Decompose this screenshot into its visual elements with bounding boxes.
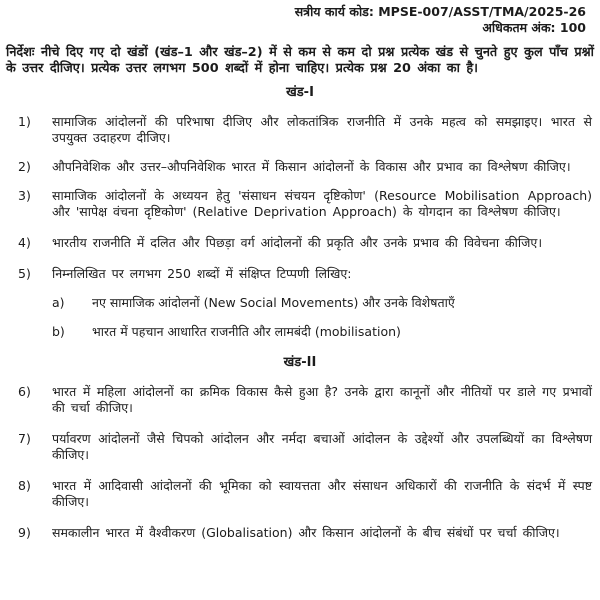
max-marks-line: अधिकतम अंक: 100 <box>482 20 586 35</box>
question-5a <box>0 295 600 311</box>
question-5a-text: नए सामाजिक आंदोलनों (New Social Movements) और उनके विशेषताएँ <box>92 295 455 310</box>
question-1 <box>0 114 600 146</box>
question-8-number: 8) <box>18 478 31 493</box>
question-5-number: 5) <box>18 266 31 281</box>
question-3-text: सामाजिक आंदोलनों के अध्ययन हेतु 'संसाधन संचयन दृष्टिकोण' (Resource Mobilisation Approach) और 'सापेक्ष वंचना दृष्टिकोण' (Relative Deprivation Approach) के योगदान का विश्लेषण कीजिए। <box>52 188 592 219</box>
question-5a-number: a) <box>52 295 65 310</box>
question-9-text: समकालीन भारत में वैश्वीकरण (Globalisation) और किसान आंदोलनों के बीच संबंधों पर चर्चा कीजिए। <box>52 525 560 540</box>
section-2-title: खंड-II <box>283 355 317 370</box>
section-1-title: खंड-I <box>286 85 314 100</box>
question-6-text: भारत में महिला आंदोलनों का क्रमिक विकास कैसे हुआ है? उनके द्वारा कानूनों और नीतियों पर डाले गए प्रभावों की चर्चा कीजिए। <box>52 384 592 415</box>
course-code-line: सत्रीय कार्य कोड: MPSE-007/ASST/TMA/2025-26 <box>294 4 586 19</box>
question-4 <box>0 235 600 251</box>
question-2-text: औपनिवेशिक और उत्तर–औपनिवेशिक भारत में किसान आंदोलनों के विकास और प्रभाव का विश्लेषण कीजिए। <box>52 159 571 174</box>
question-3 <box>0 188 600 220</box>
question-5b-number: b) <box>52 324 65 339</box>
instructions-text: निर्देशः नीचे दिए गए दो खंडों (खंड–1 और खंड–2) में से कम से कम दो प्रश्न प्रत्येक खंड से चुनते हुए कुल पाँच प्रश्नों के उत्तर दीजिए। प्रत्येक उत्तर लगभग 500 शब्दों में होना चाहिए। प्रत्येक प्रश्न 20 अंका का है। <box>6 45 594 76</box>
question-9 <box>0 525 600 541</box>
question-7-text: पर्यावरण आंदोलनों जैसे चिपको आंदोलन और नर्मदा बचाओं आंदोलन के उद्देश्यों और उपलब्धियों का विश्लेषण कीजिए। <box>52 431 592 462</box>
question-2 <box>0 159 600 175</box>
question-5-text: निम्नलिखित पर लगभग 250 शब्दों में संक्षिप्त टिप्पणी लिखिए: <box>52 266 352 281</box>
question-1-text: सामाजिक आंदोलनों की परिभाषा दीजिए और लोकतांत्रिक राजनीति में उनके महत्व को समझाइए। भारत से उपयुक्त उदाहरण दीजिए। <box>52 114 592 145</box>
question-8 <box>0 478 600 510</box>
question-6-number: 6) <box>18 384 31 399</box>
question-5 <box>0 266 600 282</box>
question-7-number: 7) <box>18 431 31 446</box>
question-5b-text: भारत में पहचान आधारित राजनीति और लामबंदी (mobilisation) <box>92 324 401 339</box>
question-5b <box>0 324 600 340</box>
question-1-number: 1) <box>18 114 31 129</box>
question-7 <box>0 431 600 463</box>
question-6 <box>0 384 600 416</box>
question-4-text: भारतीय राजनीति में दलित और पिछड़ा वर्ग आंदोलनों की प्रकृति और उनके प्रभाव की विवेचना कीजिए। <box>52 235 543 250</box>
question-2-number: 2) <box>18 159 31 174</box>
question-8-text: भारत में आदिवासी आंदोलनों की भूमिका को स्वायत्तता और संसाधन अधिकारों की राजनीति के संदर्भ में स्पष्ट कीजिए। <box>52 478 592 509</box>
question-9-number: 9) <box>18 525 31 540</box>
document-header <box>0 0 600 36</box>
question-4-number: 4) <box>18 235 31 250</box>
question-3-number: 3) <box>18 188 31 203</box>
